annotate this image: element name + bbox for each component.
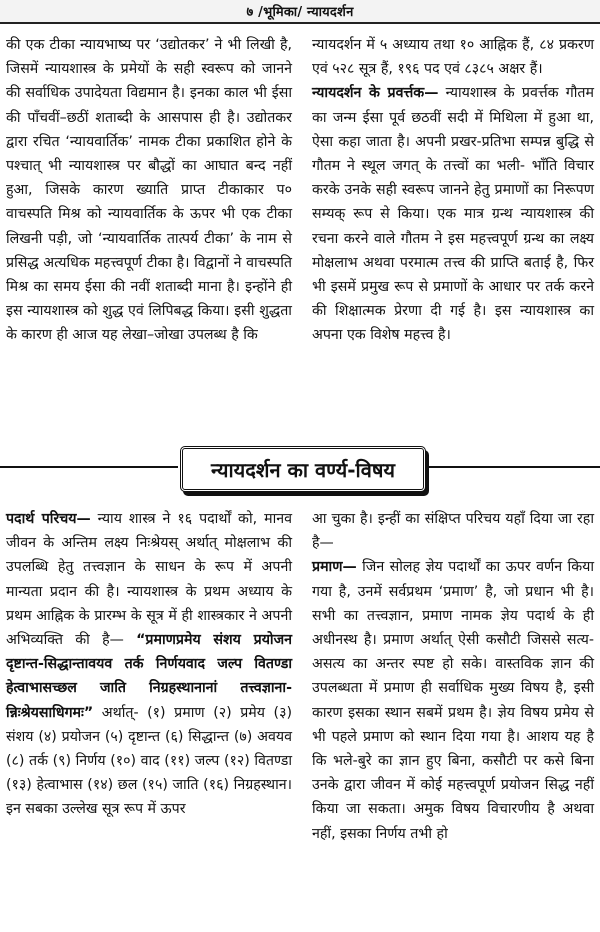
paragraph-intro-continued: आ चुका है। इन्हीं का संक्षिप्त परिचय यहाँ दिया जा रहा है— [312,511,594,552]
paragraph-padartha [6,507,292,822]
section-heading-box [180,446,426,492]
section-rule-left [0,466,178,468]
paragraph-founder [312,81,594,347]
column-top-right [312,33,594,348]
padartha-list: अर्थात्- (१) प्रमाण (२) प्रमेय (३) संशय (४) प्रयोजन (५) दृष्टान्त (६) सिद्धान्त (७) अवयव (८) तर्क (९) निर्णय (१०) वाद (११) जल्प (१२) वितण्डा (१३) हेत्वाभास (१४) छल (१५) जाति (१६) निग्रहस्थान। इन सबका उल्लेख सूत्र रूप में ऊपर [6,704,292,818]
heading-pramana: प्रमाण— [312,559,357,576]
heading-founder: न्यायदर्शन के प्रवर्त्तक— [312,85,439,102]
founder-text: न्यायशास्त्र के प्रवर्त्तक गौतम का जन्म ईसा पूर्व छठवीं सदी में मिथिला में हुआ था, ऐसा कहा जाता है। अपनी प्रखर-प्रतिभा सम्पन्न बुद्धि से गौतम ने स्थूल जगत् के तत्त्वों का भली- भाँति विचार करके उनके सही स्वरूप जानने हेतु प्रमाणों का निरूपण सम्यक् रूप से किया। एक मात्र ग्रन्थ न्यायशास्त्र की रचना करने वाले गौतम ने इस महत्त्वपूर्ण ग्रन्थ का लक्ष्य मोक्षलाभ अथवा परमात्म तत्त्व की प्राप्ति बताई है, फिर भी इसमें प्रमुख रूप से प्रमाणों के आधार पर तर्क करने की शिक्षात्मक प्रेरणा दी गई है। इस न्यायशास्त्र का अपना एक विशेष महत्त्व है। [312,85,594,344]
heading-padartha: पदार्थ परिचय— [6,511,91,527]
column-top-left [6,33,292,348]
padartha-text: न्याय शास्त्र ने १६ पदार्थों को, मानव जीवन के अन्तिम लक्ष्य निःश्रेयस् अर्थात् मोक्षलाभ की उपलब्धि हेतु तत्त्वज्ञान के साधन के रूप में अपनी मान्यता प्रदान की है। न्यायशास्त्र के प्रथम अध्याय के प्रथम आह्निक के प्रारम्भ के सूत्र में ही शास्त्रकार ने अपनी अभिव्यक्ति की है— [6,511,293,649]
section-title: न्यायदर्शन का वर्ण्य-विषय [210,457,396,482]
paragraph-pramana [312,555,594,845]
column-bottom-right [312,507,594,846]
column-bottom-left [6,507,292,822]
section-rule-right [426,466,600,468]
sutra-quote: “प्रमाणप्रमेय संशय प्रयोजन दृष्टान्त-सिद्धान्तावयव तर्क निर्णयवाद जल्प वितण्डा हेत्वाभासच्छल जाति निग्रहस्थानानां तत्त्वज्ञाना-न्निःश्रेयसाधिगमः” [6,632,292,721]
running-header [0,0,600,24]
header-title: ७ /भूमिका/ न्यायदर्शन [246,5,354,20]
paragraph-commentary-history: की एक टीका न्यायभाष्य पर ‘उद्योतकर’ ने भी लिखी है, जिसमें न्यायशास्त्र के प्रमेयों के सही स्वरूप को जानने की सर्वाधिक उपादेयता विद्यमान है। इनका काल भी ईसा की पाँचवीं–छठीं शताब्दी के आसपास ही है। उद्योतकर द्वारा रचित ‘न्यायवार्तिक’ नामक टीका प्रकाशित होने के पश्चात् भी न्यायशास्त्र पर बौद्धों का आघात बन्द नहीं हुआ, जिसके कारण ख्याति प्राप्त टीकाकार प० वाचस्पति मिश्र को न्यायवार्तिक के ऊपर भी एक टीका लिखनी पड़ी, जो ‘न्यायवार्तिक तात्पर्य टीका’ के नाम से प्रसिद्ध अत्यधिक महत्त्वपूर्ण टीका है। विद्वानों ने वाचस्पति मिश्र का समय ईसा की नवीं शताब्दी माना है। इन्होंने ही इस न्यायशास्त्र को शुद्ध एवं लिपिबद्ध किया। इसी शुद्धता के कारण ही आज यह लेखा–जोखा उपलब्ध है कि [6,37,292,344]
paragraph-structure-stats: न्यायदर्शन में ५ अध्याय तथा १० आह्निक हैं, ८४ प्रकरण एवं ५२८ सूत्र हैं, १९६ पद एवं ८३८५ अक्षर हैं। [312,37,594,78]
pramana-text: जिन सोलह ज्ञेय पदार्थों का ऊपर वर्णन किया गया है, उनमें सर्वप्रथम ‘प्रमाण’ है, जो प्रधान भी है। सभी का तत्त्वज्ञान, प्रमाण नामक ज्ञेय पदार्थ के ही अधीनस्थ है। प्रमाण अर्थात् ऐसी कसौटी जिससे सत्य-असत्य का अन्तर स्पष्ट हो सके। वास्तविक ज्ञान की उपलब्धता में प्रमाण ही सर्वाधिक मुख्य विषय है, इसी कारण इसका स्थान सबमें प्रथम है। ज्ञेय विषय प्रमेय से भी पहले प्रमाण को स्थान दिया गया है। आशय यह है कि भले-बुरे का ज्ञान हुए बिना, कसौटी पर कसे बिना उनके द्वारा जीवन में कोई महत्त्वपूर्ण प्रयोजन सिद्ध नहीं किया जा सकता। अमुक विषय विचारणीय है अथवा नहीं, इसका निर्णय तभी हो [312,559,594,842]
